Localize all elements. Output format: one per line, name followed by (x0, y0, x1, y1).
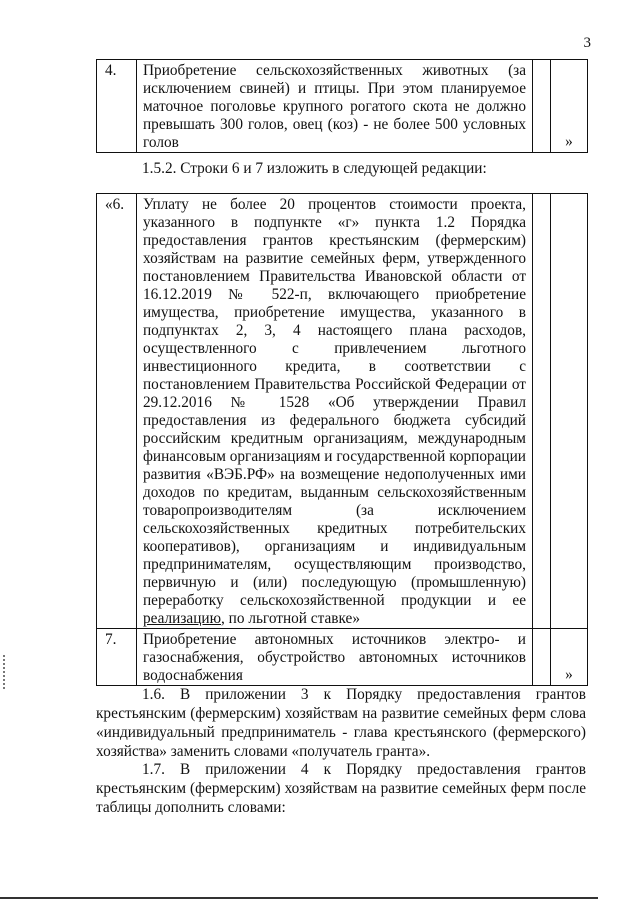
table-row (97, 629, 588, 686)
empty-cell (551, 194, 588, 629)
expense-table-rows-6-7 (96, 193, 588, 686)
row-text: Уплату не более 20 процентов стоимости проекта, указанного в подпункте «г» пункта 1.2 Порядка предоставления грантов крестьянским (фермерским) хозяйствам на развитие семейных ферм, утвержденного постановлением Правительства Ивановской области от 16.12.2019 № 522-п, включающего приобретение имущества, приобретение имущества, указанного в подпунктах 2, 3, 4 настоящего плана расходов, осуществленного с привлечением льготного инвестиционного кредита, в соответствии с постановлением Правительства Российской Федерации от 29.12.2016 № 1528 «Об утверждении Правил предоставления из федерального бюджета субсидий российским кредитным организациям, международным финансовым организациям и государственной корпорации развития «ВЭБ.РФ» на возмещение недополученных ими доходов по кредитам, выданным сельскохозяйственным товаропроизводителям (за исключением сельскохозяйственных кредитных потребительских кооперативов), организациям и индивидуальным предпринимателям, осуществляющим производство, первичную и (или) последующую (промышленную) переработку сельскохозяйственной продукции и ее (143, 196, 526, 609)
scan-bottom-edge (0, 897, 598, 899)
row-number: 4. (97, 60, 137, 153)
row-text-tail: , по льготной ставке» (221, 610, 360, 627)
row-number: 7. (97, 629, 137, 686)
paragraph-1-6: 1.6. В приложении 3 к Порядку предоставления грантов крестьянским (фермерским) хозяйствам на развитие семейных ферм слова «индивидуальный предприниматель - глава крестьянского (фермерского) хозяйства» заменить словами «получатель гранта». (96, 686, 586, 760)
empty-cell (533, 629, 551, 686)
row-description: Приобретение сельскохозяйственных животных (за исключением свиней) и птицы. При этом планируемое маточное поголовье крупного рогатого скота не должно превышать 300 голов, овец (коз) - не более 500 условных голов (137, 60, 533, 153)
table-row (97, 194, 588, 629)
closing-quote: » (551, 60, 588, 153)
table-row (97, 60, 588, 153)
row-description (137, 194, 533, 629)
page-number: 3 (583, 35, 591, 51)
empty-cell (533, 60, 551, 153)
closing-quote: » (551, 629, 588, 686)
paragraph-1-5-2: 1.5.2. Строки 6 и 7 изложить в следующей редакции: (142, 160, 487, 177)
row-description: Приобретение автономных источников электро- и газоснабжения, обустройство автономных источников водоснабжения (137, 629, 533, 686)
expense-table-row-4 (96, 59, 588, 153)
scan-margin-marks (3, 655, 8, 689)
paragraph-1-7: 1.7. В приложении 4 к Порядку предоставления грантов крестьянским (фермерским) хозяйствам на развитие семейных ферм после таблицы дополнить словами: (96, 761, 586, 816)
empty-cell (533, 194, 551, 629)
row-number: «6. (97, 194, 137, 629)
underlined-text: реализацию (143, 610, 222, 627)
